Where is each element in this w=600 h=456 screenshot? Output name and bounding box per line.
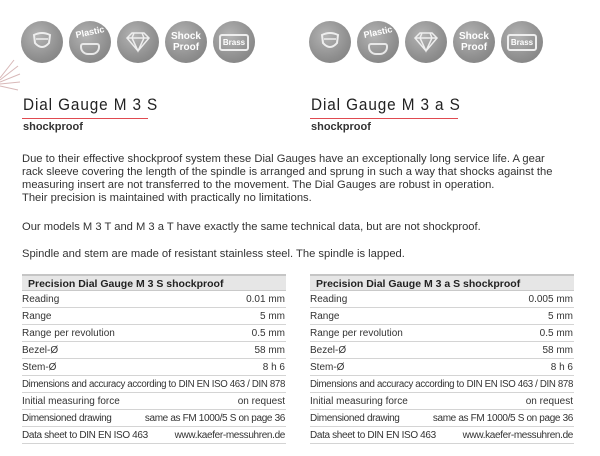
row-value: on request	[237, 395, 285, 407]
row-label: Range	[310, 310, 340, 322]
description-line: Due to their effective shockproof system these Dial Gauges have an exceptionally long service life. A gear	[22, 153, 545, 165]
shock-proof-icon	[165, 21, 207, 63]
row-label: Dimensioned drawing	[310, 412, 400, 424]
row-label: Dimensions and accuracy according to	[22, 378, 176, 390]
plastic-icon	[69, 21, 111, 63]
table-row	[310, 427, 574, 444]
feature-icons-left	[21, 21, 255, 63]
row-value: 58 mm	[542, 344, 573, 356]
row-value: DIN EN ISO 463 / DIN 878	[466, 378, 573, 390]
spec-table-header: Precision Dial Gauge M 3 S shockproof	[22, 274, 286, 291]
website-link: www.kaefer-messuhren.de	[174, 429, 285, 441]
table-row	[22, 393, 286, 410]
brass-label: Brass	[507, 34, 537, 51]
description-line: Their precision is maintained with practically no limitations.	[22, 192, 312, 204]
spec-table-right	[310, 274, 574, 444]
row-value: same as FM 1000/5 S on page 36	[432, 412, 573, 424]
table-row	[22, 325, 286, 342]
row-label: Stem-Ø	[22, 361, 57, 373]
sole-icon	[21, 21, 63, 63]
sole-icon	[309, 21, 351, 63]
title-underline-right	[310, 118, 458, 119]
row-label: Stem-Ø	[310, 361, 345, 373]
row-value: 8 h 6	[550, 361, 573, 373]
shock-proof-label: Shock Proof	[170, 31, 201, 53]
row-label: Bezel-Ø	[22, 344, 59, 356]
brass-icon	[213, 21, 255, 63]
row-label: Initial measuring force	[310, 395, 408, 407]
table-row	[310, 393, 574, 410]
row-value: 5 mm	[548, 310, 573, 322]
table-row	[22, 291, 286, 308]
shock-proof-label: Shock Proof	[458, 31, 489, 53]
row-value: 5 mm	[260, 310, 285, 322]
table-row	[22, 410, 286, 427]
website-link: www.kaefer-messuhren.de	[462, 429, 573, 441]
table-row	[310, 376, 574, 393]
table-row	[310, 291, 574, 308]
product-subtitle-left: shockproof	[23, 121, 83, 133]
row-label: Reading	[22, 293, 60, 305]
row-value: 0.5 mm	[251, 327, 285, 339]
table-row	[22, 308, 286, 325]
row-label: Dimensioned drawing	[22, 412, 112, 424]
table-row	[22, 342, 286, 359]
row-label: Data sheet to DIN EN ISO 463	[310, 429, 436, 441]
product-subtitle-right: shockproof	[311, 121, 371, 133]
table-row	[310, 308, 574, 325]
row-label: Range	[22, 310, 52, 322]
product-title-left: Dial Gauge M 3 S	[23, 95, 159, 114]
row-value: 58 mm	[254, 344, 285, 356]
row-value: 0.005 mm	[528, 293, 573, 305]
description-line: rack sleeve covering the length of the spindle is arranged and sprung in such a way that shocks against the	[22, 166, 553, 178]
row-label: Reading	[310, 293, 348, 305]
plastic-label: Plastic	[362, 24, 394, 40]
table-row	[310, 342, 574, 359]
table-row	[310, 410, 574, 427]
row-label: Dimensions and accuracy according to	[310, 378, 464, 390]
row-value: DIN EN ISO 463 / DIN 878	[178, 378, 285, 390]
decorative-lines	[0, 58, 40, 98]
row-value: 8 h 6	[262, 361, 285, 373]
description-paragraph-2: Our models M 3 T and M 3 a T have exactly the same technical data, but are not shockproof.	[22, 221, 481, 233]
brass-label: Brass	[219, 34, 249, 51]
diamond-icon	[117, 21, 159, 63]
description-paragraph-3: Spindle and stem are made of resistant stainless steel. The spindle is lapped.	[22, 248, 405, 260]
row-value: 0.5 mm	[539, 327, 573, 339]
row-label: Range per revolution	[310, 327, 403, 339]
diamond-icon	[405, 21, 447, 63]
row-value: on request	[525, 395, 573, 407]
table-row	[310, 325, 574, 342]
title-underline-left	[22, 118, 148, 119]
plastic-label: Plastic	[74, 24, 106, 40]
table-row	[310, 359, 574, 376]
description-paragraph-1	[22, 153, 582, 205]
table-row	[22, 376, 286, 393]
row-label: Data sheet to DIN EN ISO 463	[22, 429, 148, 441]
table-row	[22, 359, 286, 376]
row-label: Bezel-Ø	[310, 344, 347, 356]
row-value: 0.01 mm	[246, 293, 285, 305]
spec-table-header: Precision Dial Gauge M 3 a S shockproof	[310, 274, 574, 291]
product-title-right: Dial Gauge M 3 a S	[311, 95, 461, 114]
shock-proof-icon	[453, 21, 495, 63]
description-line: measuring insert are not transferred to the movement. The Dial Gauges are robust in operation.	[22, 179, 495, 191]
row-value: same as FM 1000/5 S on page 36	[144, 412, 285, 424]
spec-table-left	[22, 274, 286, 444]
feature-icons-right	[309, 21, 543, 63]
table-row	[22, 427, 286, 444]
brass-icon	[501, 21, 543, 63]
row-label: Initial measuring force	[22, 395, 120, 407]
plastic-icon	[357, 21, 399, 63]
row-label: Range per revolution	[22, 327, 115, 339]
